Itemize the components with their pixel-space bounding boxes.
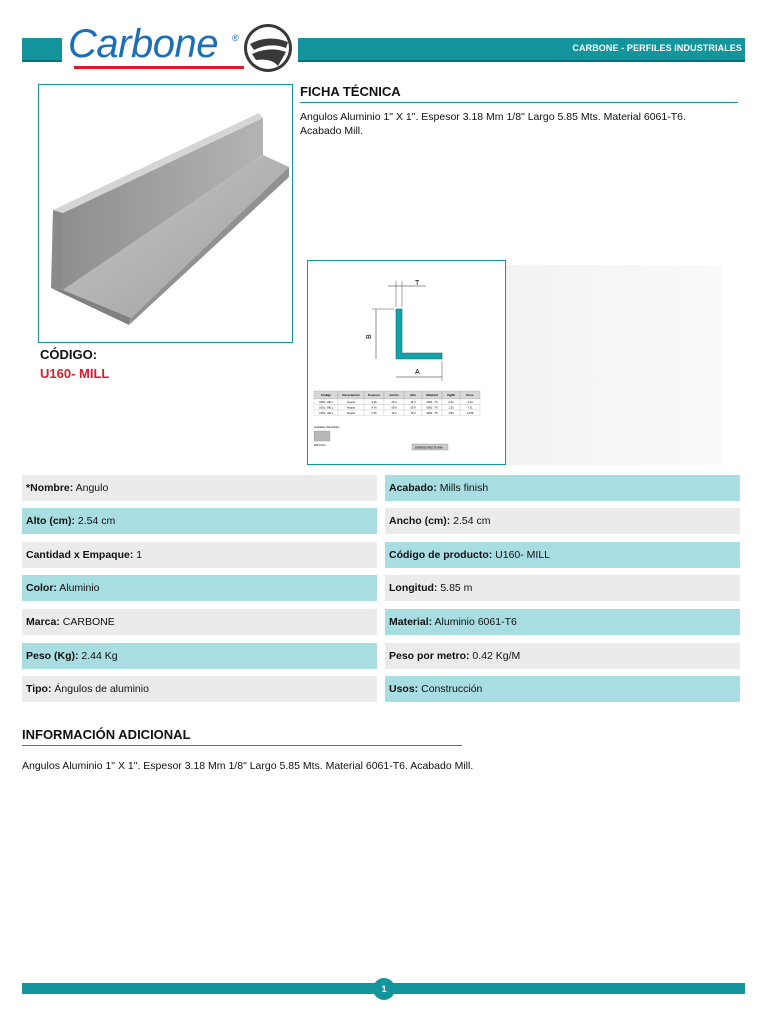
spec-value: 1 (133, 549, 143, 561)
table-cell: U160 - MILL (318, 400, 334, 404)
spec-label: Ancho (cm): (389, 515, 451, 527)
table-cell: 6.35 (371, 411, 377, 415)
table-header-cell: Peso (466, 393, 474, 398)
spec-value: Construcción (418, 683, 483, 695)
spec-value: Ángulos de aluminio (51, 683, 149, 695)
table-cell: 50.8 (391, 406, 397, 410)
spec-label: Material: (389, 616, 433, 628)
spec-value: U160- MILL (492, 549, 551, 561)
table-header-cell: Código (320, 393, 332, 398)
dim-a-label: A (415, 369, 420, 376)
spec-label: Código de producto: (389, 549, 493, 561)
info-title: INFORMACIÓN ADICIONAL (22, 727, 191, 742)
logo-swoosh-icon (242, 22, 294, 74)
spec-label: Tipo: (26, 683, 52, 695)
code-label: CÓDIGO: (40, 347, 98, 362)
spec-cell (385, 475, 740, 501)
spec-cell (22, 643, 377, 669)
spec-value: 2.54 cm (450, 515, 491, 527)
spec-label: Longitud: (389, 582, 438, 594)
spec-cell (385, 542, 740, 568)
spec-cell (385, 643, 740, 669)
spec-value: 2.44 Kg (78, 650, 118, 662)
table-header-cell: Alto (410, 393, 416, 398)
table-header-cell: Material (426, 393, 438, 398)
table-cell: U161 - MILL (318, 406, 334, 410)
spec-label: *Nombre: (26, 482, 74, 494)
ficha-description: Angulos Aluminio 1" X 1". Espesor 3.18 Mm 1/8" Largo 5.85 Mts. Material 6061-T6. Acabado Mill. (300, 111, 686, 137)
table-cell: 6061 - T6 (426, 406, 438, 410)
spec-value: 0.42 Kg/M (469, 650, 521, 662)
spec-cell (22, 508, 377, 534)
spec-cell (22, 676, 377, 702)
technical-drawing (307, 260, 506, 465)
spec-cell (22, 575, 377, 601)
spec-label: Cantidad x Empaque: (26, 549, 134, 561)
spec-value: 2.54 cm (75, 515, 116, 527)
ficha-divider (300, 102, 738, 103)
table-cell: Angulo (346, 406, 356, 410)
table-cell: 0.42 (448, 400, 454, 404)
spec-label: Usos: (389, 683, 419, 695)
logo-underline (74, 66, 244, 69)
table-cell: 7.31 (467, 406, 473, 410)
table-cell: 25.4 (410, 400, 416, 404)
table-header-cell: Espesor (368, 393, 380, 398)
spec-value: 5.85 m (437, 582, 473, 594)
table-header-cell: Kg/M (447, 393, 455, 398)
spec-value: Aluminio 6061-T6 (432, 616, 517, 628)
table-cell: Angulo (346, 411, 356, 415)
table-cell: Angulo (346, 400, 356, 404)
spec-label: Acabado: (389, 482, 437, 494)
spec-cell (22, 475, 377, 501)
spec-cell (385, 676, 740, 702)
spec-label: Peso por metro: (389, 650, 470, 662)
spec-cell (385, 609, 740, 635)
registered-mark: ® (232, 33, 239, 43)
table-cell: 14.89 (466, 411, 474, 415)
units-note: DIMENSIONES EN MM (415, 446, 443, 450)
product-image (38, 84, 293, 343)
table-cell: 76.2 (410, 411, 416, 415)
spec-label: Alto (cm): (26, 515, 75, 527)
table-cell: 2.55 (448, 411, 454, 415)
table-cell: 6061 - T6 (426, 411, 438, 415)
spec-cell (385, 575, 740, 601)
table-cell: 2.44 (467, 400, 473, 404)
drawing-shadow (506, 265, 722, 465)
brand-logo-text: Carbone (68, 22, 218, 66)
table-cell: 1.25 (448, 406, 454, 410)
aluminum-angle-icon (39, 85, 292, 342)
spec-label: Marca: (26, 616, 60, 628)
spec-label: Peso (Kg): (26, 650, 79, 662)
table-header-cell: Ancho (389, 393, 399, 398)
spec-value: Aluminio (56, 582, 100, 594)
spec-cell (22, 609, 377, 635)
spec-label: Color: (26, 582, 57, 594)
page-number: 1 (373, 978, 395, 1000)
table-cell: 25.4 (391, 400, 397, 404)
dimension-table (314, 391, 480, 416)
spec-value: Angulo (73, 482, 109, 494)
table-cell: 3.18 (371, 400, 377, 404)
mill-finish-swatch (314, 431, 330, 441)
table-cell: U162 - MILL (318, 411, 334, 415)
swatch-label: Mill Finish (314, 444, 326, 447)
table-cell: 6061 - T6 (426, 400, 438, 404)
table-cell: 4.76 (371, 406, 377, 410)
info-divider (22, 745, 462, 746)
dim-t-label: T (415, 280, 420, 287)
info-text: Angulos Aluminio 1" X 1". Espesor 3.18 Mm 1/8" Largo 5.85 Mts. Material 6061-T6. Acabado Mill. (22, 760, 474, 772)
spec-value: CARBONE (59, 616, 115, 628)
table-header-cell: Descripción (342, 393, 360, 398)
spec-cell (22, 542, 377, 568)
header-tagline: CARBONE - PERFILES INDUSTRIALES (572, 43, 742, 53)
spec-cell (385, 508, 740, 534)
product-code: U160- MILL (40, 366, 110, 381)
acabados-label: Acabados disponibles (314, 426, 340, 429)
table-cell: 50.8 (410, 406, 416, 410)
dim-b-label: B (366, 334, 373, 339)
table-cell: 76.2 (391, 411, 397, 415)
ficha-title: FICHA TÉCNICA (300, 84, 401, 99)
spec-value: Mills finish (436, 482, 489, 494)
angle-profile-diagram (308, 261, 505, 464)
